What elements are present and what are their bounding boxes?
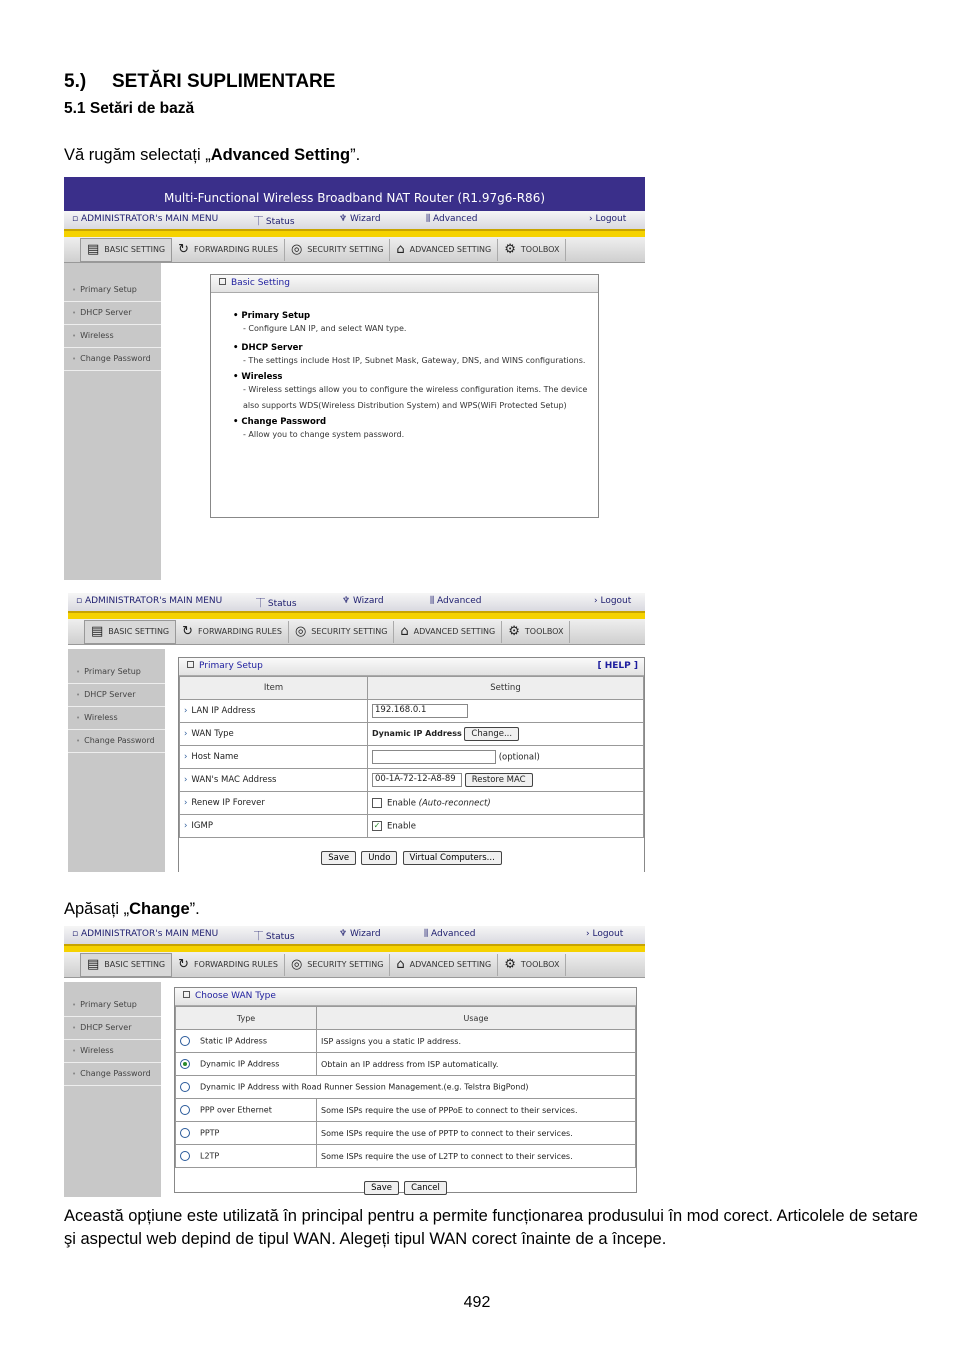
restore-mac-button[interactable]: Restore MAC	[465, 773, 533, 787]
toolbox-icon: ⚙	[504, 957, 516, 972]
table-row	[176, 1099, 636, 1122]
security-icon: ◎	[294, 624, 307, 639]
menu-logout[interactable]: › Logout	[586, 929, 624, 939]
security-icon: ◎	[290, 957, 303, 972]
table-row	[180, 723, 644, 746]
usage-cell: Some ISPs require the use of PPPoE to connect to their services.	[317, 1099, 636, 1122]
item-desc: - Configure LAN IP, and select WAN type.	[243, 324, 407, 333]
main-menu	[64, 926, 645, 946]
table-row	[176, 1145, 636, 1168]
basic-setting-icon: ▤	[91, 624, 104, 639]
menu-wizard[interactable]: ♆ Wizard	[339, 214, 381, 224]
tab-bar	[64, 952, 645, 978]
press-paragraph	[64, 900, 200, 919]
pptp-radio[interactable]	[180, 1128, 190, 1138]
menu-status[interactable]: ⏉ Status	[254, 217, 295, 227]
item-title: • Wireless	[233, 372, 283, 382]
tab-forwarding-rules[interactable]: ↻ FORWARDING RULES	[172, 239, 285, 261]
tab-bar	[64, 237, 645, 263]
screenshot-choose-wan-type	[64, 926, 645, 1197]
tab-toolbox[interactable]: ⚙ TOOLBOX	[498, 954, 566, 976]
intro-prefix: Vă rugăm selectați „	[64, 146, 211, 164]
primary-setup-panel	[178, 657, 645, 872]
press-bold: Change	[129, 900, 190, 918]
col-type: Type	[176, 1007, 317, 1030]
static-ip-radio[interactable]	[180, 1036, 190, 1046]
sidebar-item-primary-setup[interactable]: • Primary Setup	[64, 994, 161, 1017]
table-row	[176, 1076, 636, 1099]
col-setting: Setting	[368, 677, 644, 700]
item-desc: - The settings include Host IP, Subnet Mask, Gateway, DNS, and WINS configurations.	[243, 355, 586, 365]
item-title: • Primary Setup	[233, 311, 311, 321]
tab-advanced-setting[interactable]: ⌂ ADVANCED SETTING	[390, 239, 498, 261]
panel-header: Basic Setting	[211, 275, 598, 293]
menu-status[interactable]: ⏉ Status	[256, 599, 297, 609]
undo-button[interactable]: Undo	[361, 851, 397, 865]
table-row	[180, 792, 644, 815]
screenshot-basic-setting	[64, 177, 645, 580]
intro-paragraph	[64, 146, 360, 165]
usage-cell: Some ISPs require the use of L2TP to connect to their services.	[317, 1145, 636, 1168]
basic-item	[233, 311, 588, 337]
menu-wizard[interactable]: ♆ Wizard	[339, 929, 381, 939]
sidebar-item-change-password[interactable]: • Change Password	[64, 348, 161, 371]
help-link[interactable]: [ HELP ]	[597, 661, 638, 671]
type-label: PPTP	[200, 1128, 220, 1138]
col-item: Item	[180, 677, 368, 700]
router-title: Multi-Functional Wireless Broadband NAT Router (R1.97g6-R86)	[64, 177, 645, 211]
col-usage: Usage	[317, 1007, 636, 1030]
basic-item	[233, 343, 588, 369]
intro-bold: Advanced Setting	[210, 146, 351, 164]
intro-suffix: ”.	[350, 146, 361, 164]
sidebar-item-wireless[interactable]: • Wireless	[64, 1040, 161, 1063]
optional-note: (optional)	[498, 752, 540, 763]
tab-basic-setting[interactable]: ▤ BASIC SETTING	[80, 238, 172, 262]
row-label: › LAN IP Address	[180, 700, 368, 723]
igmp-checkbox[interactable]: ✓	[373, 820, 381, 830]
host-name-input[interactable]	[372, 750, 496, 764]
enable-label: Enable	[387, 821, 416, 832]
auto-reconnect-note: (Auto-reconnect)	[418, 798, 491, 809]
sidebar-item-dhcp-server[interactable]: • DHCP Server	[68, 684, 165, 707]
row-label: › Host Name	[180, 746, 368, 769]
panel-header: Choose WAN Type	[175, 988, 636, 1006]
menu-wizard[interactable]: ♆ Wizard	[342, 596, 384, 606]
usage-cell: ISP assigns you a static IP address.	[317, 1030, 636, 1053]
enable-label: Enable	[387, 798, 416, 809]
row-label: › WAN's MAC Address	[180, 769, 368, 792]
menu-advanced[interactable]: ⫼ Advanced	[424, 929, 476, 939]
item-desc: - Wireless settings allow you to configure the wireless configuration items. The device also supports WDS(Wireless Distribution System) and WPS(WiFi Protected Setup)	[243, 385, 588, 410]
tab-security-setting[interactable]: ◎ SECURITY SETTING	[289, 621, 394, 643]
sidebar	[64, 982, 161, 1197]
button-row	[175, 1168, 636, 1195]
pppoe-radio[interactable]	[180, 1105, 190, 1115]
sidebar-item-primary-setup[interactable]: • Primary Setup	[68, 661, 165, 684]
basic-setting-panel	[210, 274, 599, 518]
l2tp-radio[interactable]	[180, 1151, 190, 1161]
tab-basic-setting[interactable]: ▤ BASIC SETTING	[80, 953, 172, 977]
box-icon	[187, 661, 194, 668]
screenshot-primary-setup	[68, 593, 645, 872]
table-row	[176, 1030, 636, 1053]
forwarding-icon: ↻	[182, 624, 194, 639]
menu-admin[interactable]: ▫ ADMINISTRATOR's MAIN MENU	[76, 596, 223, 606]
sidebar-item-dhcp-server[interactable]: • DHCP Server	[64, 302, 161, 325]
wan-type-value: Dynamic IP Address	[372, 729, 462, 738]
tab-toolbox[interactable]: ⚙ TOOLBOX	[502, 621, 570, 643]
tab-bar	[68, 619, 645, 645]
advanced-icon: ⌂	[400, 624, 409, 639]
tab-basic-setting[interactable]: ▤ BASIC SETTING	[84, 620, 176, 644]
basic-item	[233, 417, 588, 443]
main-menu	[68, 593, 645, 613]
menu-advanced[interactable]: ⫼ Advanced	[430, 596, 482, 606]
toolbox-icon: ⚙	[504, 242, 516, 257]
save-button[interactable]: Save	[364, 1181, 399, 1195]
security-icon: ◎	[290, 242, 303, 257]
basic-item	[233, 372, 588, 413]
sidebar-item-change-password[interactable]: • Change Password	[64, 1063, 161, 1086]
sidebar-item-wireless[interactable]: • Wireless	[64, 325, 161, 348]
wan-type-table	[175, 1006, 636, 1168]
tab-security-setting[interactable]: ◎ SECURITY SETTING	[285, 954, 390, 976]
row-label: › WAN Type	[180, 723, 368, 746]
change-button[interactable]: Change...	[464, 727, 519, 741]
panel-header: Primary Setup [ HELP ]	[179, 658, 644, 676]
menu-logout[interactable]: › Logout	[594, 596, 632, 606]
type-label: PPP over Ethernet	[200, 1105, 272, 1115]
page-number: 492	[463, 1294, 491, 1311]
press-suffix: ”.	[189, 900, 200, 918]
table-row	[176, 1053, 636, 1076]
advanced-icon: ⌂	[396, 957, 405, 972]
subsection-heading: 5.1 Setări de bază	[64, 100, 195, 117]
menu-advanced[interactable]: ⫼ Advanced	[426, 214, 478, 224]
menu-logout[interactable]: › Logout	[589, 214, 627, 224]
table-row	[180, 700, 644, 723]
cancel-button[interactable]: Cancel	[404, 1181, 447, 1195]
closing-paragraph: Această opțiune este utilizată în principal pentru a permite funcționarea produsului în mod corect. Articolele de setare şi aspectul web depind de tipul WAN. Alegeți tipul WAN corect înainte de a începe.	[64, 1207, 918, 1248]
toolbox-icon: ⚙	[508, 624, 520, 639]
tab-advanced-setting[interactable]: ⌂ ADVANCED SETTING	[394, 621, 502, 643]
press-prefix: Apăsați „	[64, 900, 130, 918]
mac-address-input[interactable]: 00-1A-72-12-A8-89	[372, 773, 462, 787]
road-runner-radio[interactable]	[180, 1082, 190, 1092]
menu-status[interactable]: ⏉ Status	[254, 932, 295, 942]
type-label: Dynamic IP Address with Road Runner Session Management.(e.g. Telstra BigPond)	[200, 1082, 529, 1092]
basic-setting-icon: ▤	[87, 242, 100, 257]
tab-advanced-setting[interactable]: ⌂ ADVANCED SETTING	[390, 954, 498, 976]
tab-forwarding-rules[interactable]: ↻ FORWARDING RULES	[176, 621, 289, 643]
usage-cell: Obtain an IP address from ISP automatically.	[317, 1053, 636, 1076]
button-row	[179, 838, 644, 865]
save-button[interactable]: Save	[321, 851, 356, 865]
basic-setting-icon: ▤	[87, 957, 100, 972]
sidebar-item-primary-setup[interactable]: • Primary Setup	[64, 279, 161, 302]
table-row	[180, 815, 644, 838]
table-row	[180, 769, 644, 792]
table-row	[176, 1122, 636, 1145]
menu-admin[interactable]: ▫ ADMINISTRATOR's MAIN MENU	[72, 214, 219, 224]
main-menu	[64, 211, 645, 231]
forwarding-icon: ↻	[178, 242, 190, 257]
row-label: › Renew IP Forever	[180, 792, 368, 815]
type-label: L2TP	[200, 1151, 220, 1161]
wan-type-panel	[174, 987, 637, 1193]
virtual-computers-button[interactable]: Virtual Computers...	[403, 851, 502, 865]
row-label: › IGMP	[180, 815, 368, 838]
type-label: Static IP Address	[200, 1036, 268, 1046]
dynamic-ip-radio[interactable]	[180, 1059, 190, 1069]
section-title: SETĂRI SUPLIMENTARE	[112, 71, 336, 92]
table-row	[180, 746, 644, 769]
item-title: • DHCP Server	[233, 342, 303, 353]
sidebar-item-change-password[interactable]: • Change Password	[68, 730, 165, 753]
lan-ip-input[interactable]: 192.168.0.1	[372, 704, 468, 718]
sidebar	[68, 649, 165, 872]
forwarding-icon: ↻	[178, 957, 190, 972]
box-icon	[219, 278, 226, 285]
primary-setup-table	[179, 676, 644, 838]
box-icon	[183, 991, 190, 998]
advanced-icon: ⌂	[396, 242, 405, 257]
sidebar-item-wireless[interactable]: • Wireless	[68, 707, 165, 730]
section-heading	[64, 71, 335, 93]
renew-ip-checkbox[interactable]	[372, 798, 382, 808]
sidebar-item-dhcp-server[interactable]: • DHCP Server	[64, 1017, 161, 1040]
section-number: 5.)	[64, 71, 87, 92]
item-title: • Change Password	[233, 417, 327, 427]
item-desc: - Allow you to change system password.	[243, 430, 405, 439]
menu-admin[interactable]: ▫ ADMINISTRATOR's MAIN MENU	[72, 929, 219, 939]
tab-security-setting[interactable]: ◎ SECURITY SETTING	[285, 239, 390, 261]
type-label: Dynamic IP Address	[200, 1059, 280, 1069]
usage-cell: Some ISPs require the use of PPTP to connect to their services.	[317, 1122, 636, 1145]
tab-forwarding-rules[interactable]: ↻ FORWARDING RULES	[172, 954, 285, 976]
tab-toolbox[interactable]: ⚙ TOOLBOX	[498, 239, 566, 261]
sidebar	[64, 263, 161, 580]
